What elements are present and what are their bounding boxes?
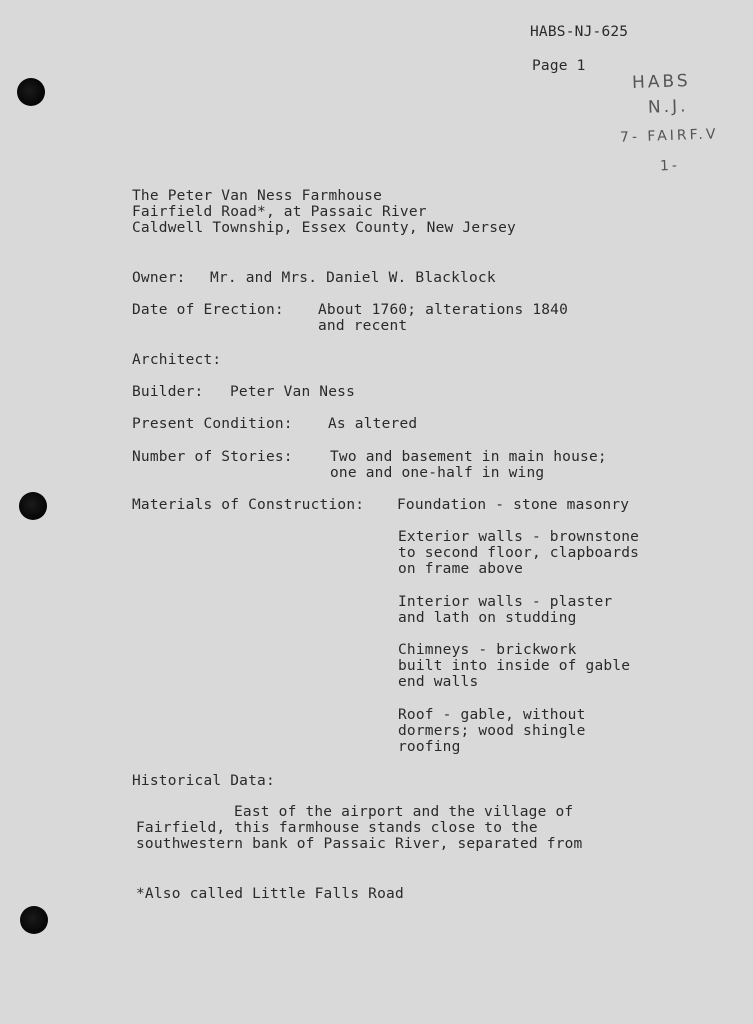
materials-foundation: Foundation - stone masonry: [397, 497, 630, 513]
builder-value: Peter Van Ness: [230, 384, 356, 400]
materials-roof-3: roofing: [398, 739, 461, 755]
page-number: Page 1: [532, 58, 586, 74]
materials-interior-2: and lath on studding: [398, 610, 577, 626]
materials-label: Materials of Construction:: [132, 497, 365, 513]
address-line-2: Fairfield Road*, at Passaic River: [132, 204, 427, 220]
stories-value-1: Two and basement in main house;: [330, 449, 607, 465]
owner-label: Owner:: [132, 270, 186, 286]
historical-line-1: East of the airport and the village of: [234, 804, 574, 820]
handwritten-habs: HABS: [631, 70, 691, 94]
materials-exterior-3: on frame above: [398, 561, 524, 577]
stories-label: Number of Stories:: [132, 449, 293, 465]
builder-label: Builder:: [132, 384, 204, 400]
punch-hole-top: [17, 78, 45, 106]
materials-chimneys-3: end walls: [398, 674, 479, 690]
handwritten-sheet: 1-: [659, 157, 681, 175]
address-line-1: The Peter Van Ness Farmhouse: [132, 188, 383, 204]
punch-hole-bottom: [20, 906, 48, 934]
historical-line-3: southwestern bank of Passaic River, separated from: [136, 836, 583, 852]
materials-chimneys-1: Chimneys - brickwork: [398, 642, 577, 658]
historical-label: Historical Data:: [132, 773, 275, 789]
architect-label: Architect:: [132, 352, 222, 368]
erection-value-1: About 1760; alterations 1840: [318, 302, 569, 318]
materials-roof-2: dormers; wood shingle: [398, 723, 586, 739]
historical-line-2: Fairfield, this farmhouse stands close to the: [136, 820, 538, 836]
condition-value: As altered: [328, 416, 418, 432]
erection-value-2: and recent: [318, 318, 408, 334]
materials-exterior-1: Exterior walls - brownstone: [398, 529, 640, 545]
materials-interior-1: Interior walls - plaster: [398, 594, 613, 610]
materials-exterior-2: to second floor, clapboards: [398, 545, 640, 561]
handwritten-state: N.J.: [647, 96, 689, 118]
stories-value-2: one and one-half in wing: [330, 465, 545, 481]
punch-hole-middle: [19, 492, 47, 520]
erection-label: Date of Erection:: [132, 302, 284, 318]
handwritten-locale: 7- FAIRF.V: [619, 126, 719, 146]
owner-value: Mr. and Mrs. Daniel W. Blacklock: [210, 270, 496, 286]
footnote: *Also called Little Falls Road: [136, 886, 404, 902]
materials-chimneys-2: built into inside of gable: [398, 658, 631, 674]
materials-roof-1: Roof - gable, without: [398, 707, 586, 723]
condition-label: Present Condition:: [132, 416, 293, 432]
address-line-3: Caldwell Township, Essex County, New Jersey: [132, 220, 516, 236]
document-id: HABS-NJ-625: [530, 24, 629, 40]
